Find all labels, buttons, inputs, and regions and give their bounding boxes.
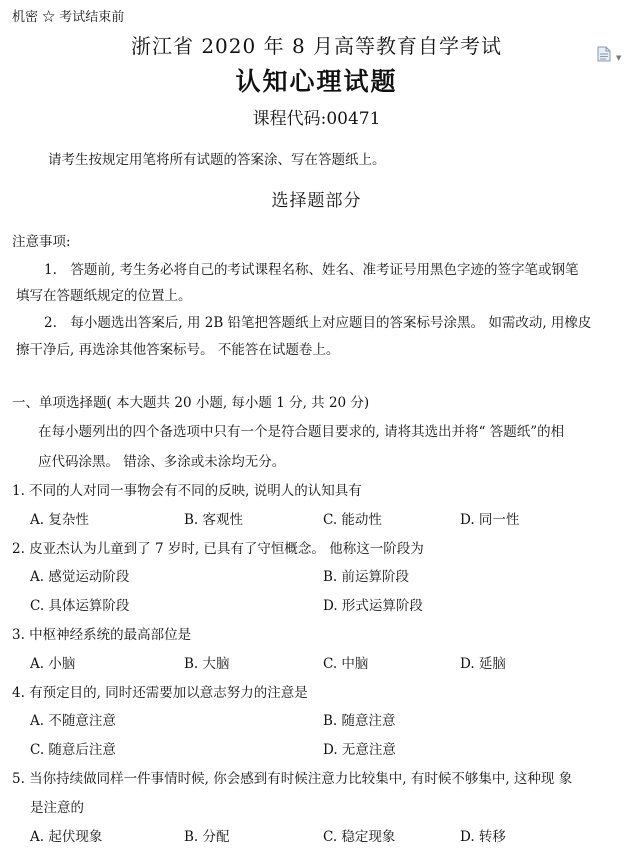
question-5-option-b: B. 分配 xyxy=(184,829,230,845)
question-2-option-a: A. 感觉运动阶段 xyxy=(30,569,130,585)
part1-description: 在每小题列出的四个备选项中只有一个是符合题目要求的, 请将其选出并将“ 答题纸”的相 xyxy=(38,424,565,440)
question-3-option-b: B. 大脑 xyxy=(184,656,230,672)
part1-description-cont: 应代码涂黑。 错涂、多涂或未涂均无分。 xyxy=(38,454,286,470)
question-1-option-b: B. 客观性 xyxy=(184,512,244,528)
question-5-option-a: A. 起伏现象 xyxy=(30,829,103,845)
question-3-option-c: C. 中脑 xyxy=(323,656,369,672)
note-item-1: 1. 答题前, 考生务必将自己的考试课程名称、姓名、准考证号用黑色字迹的签字笔或钢笔 xyxy=(44,262,579,278)
question-2-option-b: B. 前运算阶段 xyxy=(323,569,410,585)
note-item-1-cont: 填写在答题纸规定的位置上。 xyxy=(16,288,192,304)
question-5-stem: 5. 当你持续做同样一件事情时候, 你会感到有时候注意力比较集中, 有时候不够集中, 这种现 象 xyxy=(12,771,573,787)
question-4-stem: 4. 有预定目的, 同时还需要加以意志努力的注意是 xyxy=(12,685,308,701)
question-4-option-c: C. 随意后注意 xyxy=(30,742,116,758)
notes-heading: 注意事项: xyxy=(12,234,71,250)
question-3-option-a: A. 小脑 xyxy=(30,656,76,672)
confidential-mark: 机密 ☆ 考试结束前 xyxy=(12,10,125,25)
note-item-2-cont: 擦干净后, 再选涂其他答案标号。 不能答在试题卷上。 xyxy=(16,342,340,358)
question-4-option-a: A. 不随意注意 xyxy=(30,713,116,729)
question-1-stem: 1. 不同的人对同一事物会有不同的反映, 说明人的认知具有 xyxy=(12,483,362,499)
part1-heading: 一、单项选择题( 本大题共 20 小题, 每小题 1 分, 共 20 分) xyxy=(12,395,370,411)
question-2-option-d: D. 形式运算阶段 xyxy=(323,598,423,614)
question-1-option-a: A. 复杂性 xyxy=(30,512,89,528)
question-2-stem: 2. 皮亚杰认为儿童到了 7 岁时, 已具有了守恒概念。 他称这一阶段为 xyxy=(12,541,424,557)
paper-title: 认知心理试题 xyxy=(235,67,398,96)
question-1-option-d: D. 同一性 xyxy=(460,512,520,528)
question-1-option-c: C. 能动性 xyxy=(323,512,382,528)
question-2-option-c: C. 具体运算阶段 xyxy=(30,598,130,614)
chevron-down-icon[interactable]: ▼ xyxy=(616,54,622,62)
course-code: 课程代码:00471 xyxy=(252,109,381,129)
question-4-option-d: D. 无意注意 xyxy=(323,742,396,758)
question-3-option-d: D. 延脑 xyxy=(460,656,506,672)
question-5-stem-cont: 是注意的 xyxy=(30,800,84,816)
exam-title: 浙江省 2020 年 8 月高等教育自学考试 xyxy=(130,34,503,58)
document-icon[interactable] xyxy=(597,46,611,62)
note-item-2: 2. 每小题选出答案后, 用 2B 铅笔把答题纸上对应题目的答案标号涂黑。 如需改动, 用橡皮 xyxy=(44,315,592,331)
question-5-option-c: C. 稳定现象 xyxy=(323,829,396,845)
question-3-stem: 3. 中枢神经系统的最高部位是 xyxy=(12,627,192,643)
question-5-option-d: D. 转移 xyxy=(460,829,506,845)
section-title: 选择题部分 xyxy=(271,191,362,211)
answer-instruction: 请考生按规定用笔将所有试题的答案涂、写在答题纸上。 xyxy=(48,152,386,168)
question-4-option-b: B. 随意注意 xyxy=(323,713,396,729)
